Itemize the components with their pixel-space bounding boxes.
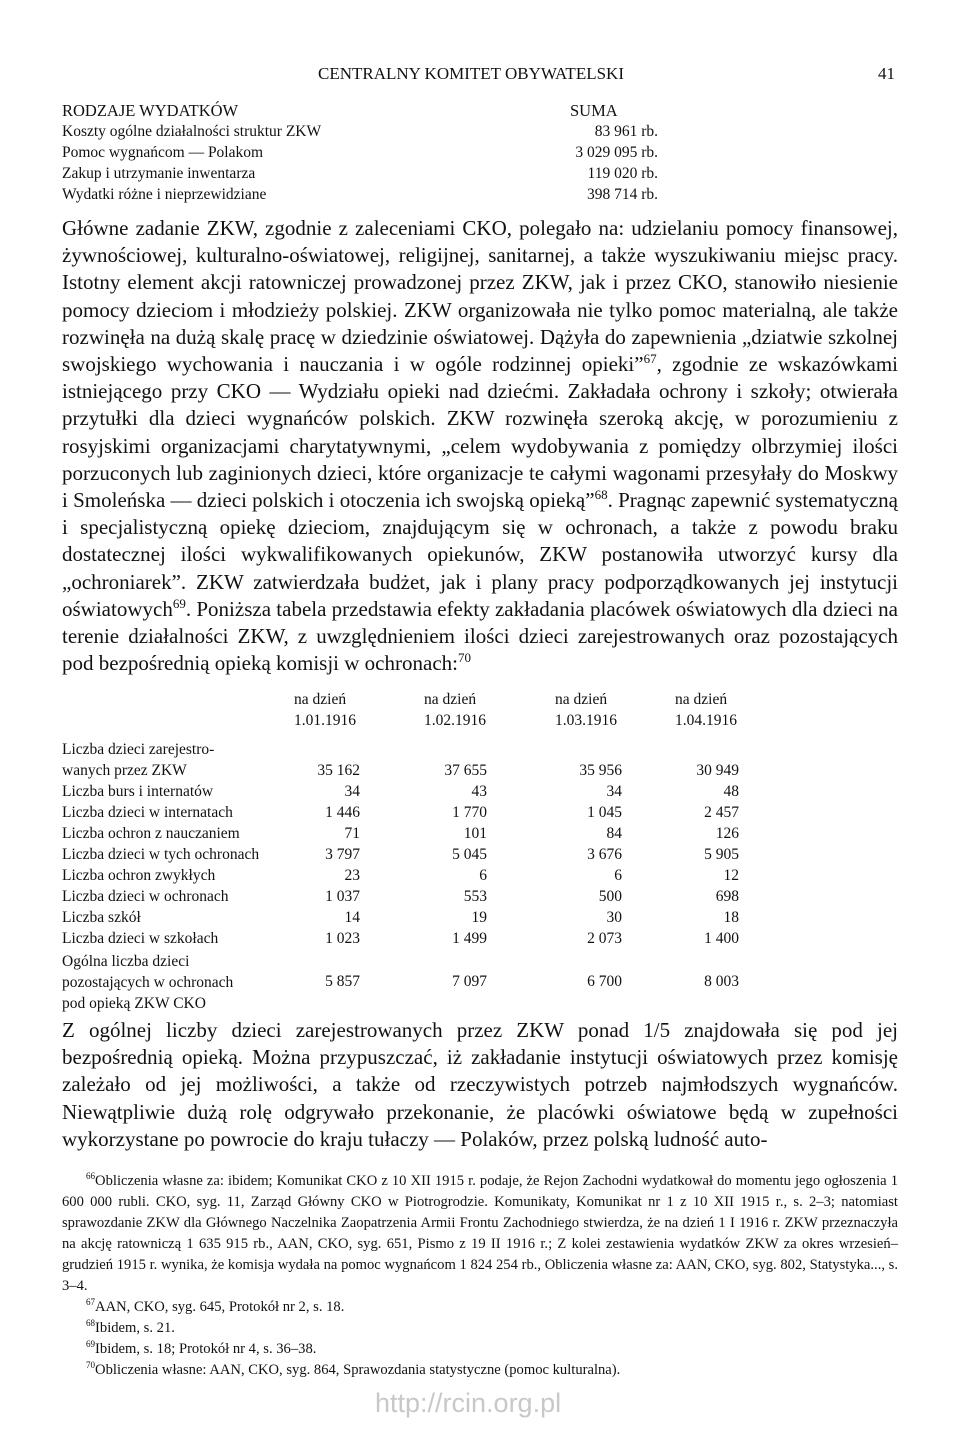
table-cell: 43 — [471, 783, 487, 800]
column-header: na dzień 1.01.1916 — [294, 691, 356, 729]
row-label: Liczba dzieci w ochronach — [62, 888, 229, 905]
footnote-68: $^{68}$Ibidem, s. 21. — [86, 1318, 175, 1336]
expenses-sum-header: SUMA — [570, 101, 618, 120]
table-row — [62, 886, 799, 907]
table-cell: 2 073 — [587, 930, 622, 947]
footnote-ref: 69 — [172, 595, 186, 611]
table-cell: 553 — [463, 888, 487, 905]
footnote-69: $^{69}$Ibidem, s. 18; Protokół nr 4, s. 36–38. — [86, 1339, 317, 1357]
expense-label: Pomoc wygnańcom — Polakom — [62, 144, 264, 161]
table-cell: 1 770 — [452, 804, 487, 821]
table-cell: 7 097 — [452, 973, 487, 990]
table-cell: 6 — [614, 867, 622, 884]
table-row — [62, 781, 799, 802]
paragraph-text: , zgodnie ze wskazówkami istniejącego przy CKO — Wydziału opieki nad dziećmi. Zakładała ochrony i szkoły; otwierała przytułki dla dzieci wygnańców polskich. ZKW rozwinęła szeroką akcję, w porozumieniu z rosyjskimi organizacjami charytatywnymi, „celem wydobywania z pomiędzy olbrzymiej ilości porzuconych lub zaginionych dzieci, które organizacje te całymi wagonami przesyłały do Moskwy i Smoleńska — dzieci polskich i otoczenia ich swojską opieką” — [62, 352, 898, 513]
table-cell: 18 — [723, 909, 739, 926]
expense-row — [62, 142, 662, 163]
table-cell: 37 655 — [444, 762, 487, 779]
paragraph-text: Główne zadanie ZKW, zgodnie z zaleceniami CKO, polegało na: udzielaniu pomocy finansowej, żywnościowej, kulturalno-oświatowej, religijnej, sanitarnej, a także wyszukiwaniu miejsc pracy. Istotny element akcji ratowniczej prowadzonej przez ZKW, jak i przez CKO, stanowiło niesienie pomocy dzieciom i młodzieży polskiej. ZKW organizowała nie tylko pomoc materialną, ale także rozwinęła na dużą skalę pracę w dziedzinie oświatowej. Dążyła do zapewnienia „dziatwie szkolnej swojskiego wychowania i nauczania i w ogóle rodzinnej opieki” — [62, 216, 898, 377]
table-cell: 30 — [606, 909, 622, 926]
table-cell: 48 — [723, 783, 739, 800]
expense-label: Zakup i utrzymanie inwentarza — [62, 165, 256, 182]
row-label: Liczba dzieci w tych ochronach — [62, 846, 260, 863]
expense-value: 3 029 095 rb. — [575, 144, 658, 161]
main-paragraph — [62, 215, 898, 677]
page-number: 41 — [878, 64, 895, 83]
table-cell: 3 797 — [325, 846, 360, 863]
table-cell: 126 — [715, 825, 739, 842]
expense-row — [62, 121, 662, 142]
table-cell: 5 905 — [704, 846, 739, 863]
table-cell: 19 — [471, 909, 487, 926]
table-cell: 35 956 — [579, 762, 622, 779]
row-label: Ogólna liczba dzieci pozostających w ochronach pod opieką ZKW CKO — [62, 953, 234, 1012]
table-cell: 101 — [463, 825, 487, 842]
footnote-ref: 68 — [594, 487, 608, 503]
expense-row — [62, 163, 662, 184]
table-cell: 1 400 — [704, 930, 739, 947]
expense-row — [62, 184, 662, 205]
expense-value: 398 714 rb. — [586, 186, 658, 203]
footnote-ref: 67 — [643, 351, 657, 367]
table-cell: 1 446 — [325, 804, 360, 821]
closing-paragraph: Z ogólnej liczby dzieci zarejestrowanych przez ZKW ponad 1/5 znajdowała się pod jej bezpośrednią opieką. Można przypuszczać, iż zakładanie instytucji oświatowych przez komisję zależało od jej możliwości, a także od rzeczywistych potrzeb najmłodszych wygnańców. Niewątpliwie dużą rolę odgrywało przekonanie, że placówki oświatowe będą w zupełności wykorzystane po powrocie do kraju tułaczy — Polaków, przez polską ludność auto- — [62, 1018, 898, 1151]
table-cell: 2 457 — [704, 804, 739, 821]
column-header: na dzień 1.04.1916 — [675, 691, 737, 729]
table-row — [62, 907, 799, 928]
table-row — [62, 739, 799, 781]
table-row — [62, 844, 799, 865]
stats-table — [62, 689, 799, 1014]
row-label: Liczba dzieci w internatach — [62, 804, 233, 821]
row-label: Liczba ochron zwykłych — [62, 867, 216, 884]
table-cell: 34 — [606, 783, 622, 800]
table-cell: 8 003 — [704, 973, 739, 990]
row-label: Liczba ochron z nauczaniem — [62, 825, 240, 842]
table-cell: 23 — [344, 867, 360, 884]
paragraph-text: . Pragnąc zapewnić systematyczną i specjalistyczną opiekę dzieciom, znajdującym się w ochronach, a także z powodu braku dostatecznej ilości wykwalifikowanych opiekunów, ZKW postanowiła utworzyć kursy dla „ochroniarek”. ZKW zatwierdzała budżet, jak i plany pracy podporządkowanych jej instytucji oświatowych — [62, 488, 898, 621]
footnotes — [62, 1171, 898, 1381]
table-cell: 1 023 — [325, 930, 360, 947]
expense-value: 119 020 rb. — [587, 165, 658, 182]
footnote-ref: 70 — [457, 650, 471, 666]
table-cell: 84 — [606, 825, 622, 842]
table-cell: 6 700 — [587, 973, 622, 990]
table-cell: 698 — [715, 888, 739, 905]
table-cell: 3 676 — [587, 846, 622, 863]
table-cell: 34 — [344, 783, 360, 800]
row-label: Liczba dzieci zarejestro- wanych przez ZKW — [62, 741, 215, 779]
expense-value: 83 961 rb. — [594, 123, 658, 140]
table-cell: 30 949 — [696, 762, 739, 779]
expenses-table — [62, 121, 662, 205]
row-label: Liczba szkół — [62, 909, 141, 926]
table-cell: 71 — [344, 825, 360, 842]
table-row — [62, 823, 799, 844]
table-cell: 1 045 — [587, 804, 622, 821]
watermark: http://rcin.org.pl — [375, 1388, 562, 1418]
expense-label: Wydatki różne i nieprzewidziane — [62, 186, 267, 203]
footnote-70: $^{70}$Obliczenia własne: AAN, CKO, syg. 864, Sprawozdania statystyczne (pomoc kulturalna). — [86, 1360, 621, 1378]
table-cell: 5 857 — [325, 973, 360, 990]
table-cell: 1 499 — [452, 930, 487, 947]
column-header: na dzień 1.03.1916 — [555, 691, 617, 729]
table-cell: 35 162 — [317, 762, 360, 779]
column-header: na dzień 1.02.1916 — [424, 691, 486, 729]
row-label: Liczba dzieci w szkołach — [62, 930, 219, 947]
table-row — [62, 928, 799, 949]
table-row — [62, 949, 799, 1014]
paragraph-text: . Poniższa tabela przedstawia efekty zakładania placówek oświatowych dla dzieci na terenie działalności ZKW, z uwzględnieniem ilości dzieci zarejestrowanych oraz pozostających pod bezpośrednią opieką komisji w ochronach: — [62, 596, 898, 676]
row-label: Liczba burs i internatów — [62, 783, 214, 800]
expense-label: Koszty ogólne działalności struktur ZKW — [62, 123, 322, 140]
table-cell: 12 — [723, 867, 739, 884]
table-cell: 6 — [479, 867, 487, 884]
running-header: CENTRALNY KOMITET OBYWATELSKI — [318, 64, 624, 83]
table-cell: 14 — [344, 909, 360, 926]
table-cell: 1 037 — [325, 888, 360, 905]
expenses-type-header: RODZAJE WYDATKÓW — [62, 101, 239, 120]
table-row — [62, 865, 799, 886]
table-cell: 500 — [598, 888, 622, 905]
footnote-67: $^{67}$AAN, CKO, syg. 645, Protokół nr 2, s. 18. — [86, 1297, 345, 1315]
footnote-66: $^{66}$Obliczenia własne za: ibidem; Komunikat CKO z 10 XII 1915 r. podaje, że Rejon Zachodni wydatkował do momentu jego ogłoszenia 1 600 000 rubli. CKO, syg. 11, Zarząd Główny CKO w Piotrogrodzie. Komunikaty, Komunikat nr 1 z 10 XII 1915 r., s. 2–3; natomiast sprawozdanie ZKW dla Głównego Naczelnika Zaopatrzenia Armii Frontu Zachodniego stwierdza, że na dzień 1 I 1916 r. ZKW przeznaczyła na akcję ratowniczą 1 635 915 rb., AAN, CKO, syg. 651, Pismo z 19 II 1916 r.; Z kolei zestawienia wydatków ZKW za okres wrzesień–grudzień 1915 r. wynika, że komisja wydała na pomoc wygnańcom 1 824 254 rb., Obliczenia własne za: AAN, CKO, syg. 802, Statystyka..., s. 3–4. — [62, 1171, 898, 1294]
stats-header-row — [62, 689, 799, 731]
table-cell: 5 045 — [452, 846, 487, 863]
table-row — [62, 802, 799, 823]
